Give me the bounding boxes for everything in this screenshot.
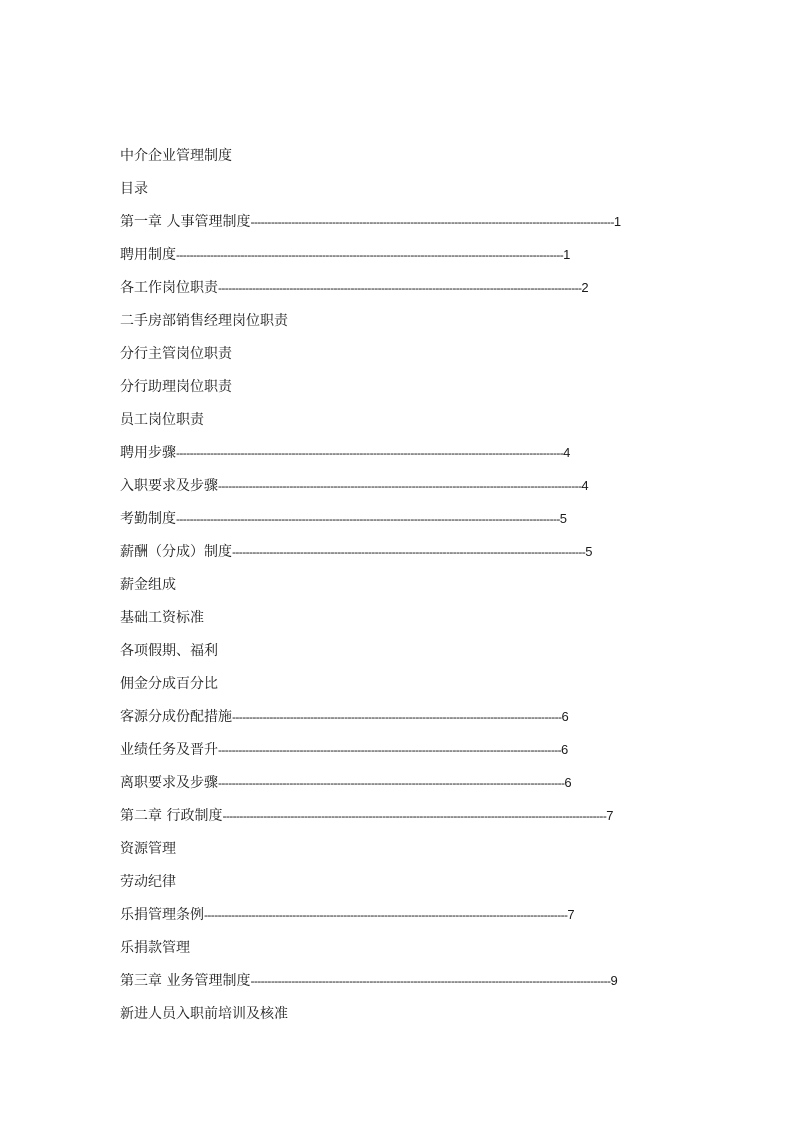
toc-entry-title: 资源管理 [120, 841, 176, 857]
toc-entry-leader: ------------------------------------------------------------------------------------------------- [232, 710, 562, 724]
toc-entry [120, 510, 567, 528]
toc-entry-leader: -------------------------------------------------------------------------------------------------------- [232, 545, 586, 559]
toc-entry-leader: ----------------------------------------------------------------------------------------------------------- [204, 908, 568, 922]
toc-entry [120, 642, 218, 660]
toc-entry-title: 聘用步骤 [120, 445, 176, 461]
toc-entry-leader: ----------------------------------------------------------------------------------------------------------- [218, 479, 582, 493]
toc-entry-leader: ---------------------------------------------------------------------------------------------------------- [250, 974, 611, 988]
toc-entry-page-number: 1 [563, 247, 571, 262]
toc-entry [120, 972, 618, 990]
toc-entry-title: 薪金组成 [120, 577, 176, 593]
toc-entry-title: 劳动纪律 [120, 874, 176, 890]
toc-entry-title: 新进人员入职前培训及核准 [120, 1006, 288, 1022]
toc-entry-title: 二手房部销售经理岗位职责 [120, 313, 288, 329]
toc-entry-leader: ----------------------------------------------------------------------------------------------------------- [250, 215, 614, 229]
toc-entry-page-number: 6 [561, 742, 569, 757]
toc-entry [120, 312, 288, 330]
toc-entry-title: 离职要求及步骤 [120, 775, 218, 791]
toc-entry-title: 第一章 人事管理制度 [120, 214, 251, 230]
toc-entry-title: 各工作岗位职责 [120, 280, 218, 296]
toc-entry-leader: ------------------------------------------------------------------------------------------------------ [218, 776, 565, 790]
toc-entry-title: 分行主管岗位职责 [120, 346, 232, 362]
toc-entry [120, 576, 176, 594]
toc-entry [120, 741, 568, 759]
toc-entry-title: 第二章 行政制度 [120, 808, 223, 824]
toc-entry [120, 675, 218, 693]
toc-entry-page-number: 4 [563, 445, 571, 460]
toc-entry-page-number: 5 [559, 511, 567, 526]
toc-entry-leader: ----------------------------------------------------------------------------------------------------- [218, 743, 562, 757]
toc-entry [120, 939, 190, 957]
toc-entry [120, 246, 570, 264]
toc-entry [120, 807, 613, 825]
toc-entry [120, 477, 589, 495]
toc-entry-title: 考勤制度 [120, 511, 176, 527]
toc-entry [120, 774, 572, 792]
toc-entry-title: 员工岗位职责 [120, 412, 204, 428]
toc-entry [120, 840, 176, 858]
toc-entry [120, 1005, 288, 1023]
toc-entry-page-number: 2 [581, 280, 589, 295]
toc-entry-title: 业绩任务及晋升 [120, 742, 218, 758]
toc-entry-leader: ----------------------------------------------------------------------------------------------------------------- [176, 512, 560, 526]
toc-entry-title: 客源分成份配措施 [120, 709, 232, 725]
toc-entry-title: 分行助理岗位职责 [120, 379, 232, 395]
toc-entry-page-number: 4 [581, 478, 589, 493]
toc-entry-title: 聘用制度 [120, 247, 176, 263]
toc-entry [120, 444, 570, 462]
toc-entry-page-number: 7 [606, 808, 614, 823]
toc-entry-page-number: 6 [561, 709, 569, 724]
toc-entry-title: 佣金分成百分比 [120, 676, 218, 692]
toc-entry [120, 543, 592, 561]
toc-entry [120, 708, 569, 726]
toc-entry [120, 213, 621, 231]
toc-entry-title: 薪酬（分成）制度 [120, 544, 232, 560]
toc-entry-leader: ----------------------------------------------------------------------------------------------------------- [218, 281, 582, 295]
toc-heading: 目录 [120, 181, 148, 197]
toc-entry [120, 609, 204, 627]
toc-entry-title: 各项假期、福利 [120, 643, 218, 659]
toc-entry [120, 279, 589, 297]
toc-entry [120, 345, 232, 363]
toc-entry-title: 乐捐款管理 [120, 940, 190, 956]
toc-entry-leader: ----------------------------------------------------------------------------------------------------------------- [222, 809, 607, 823]
toc-entry-title: 基础工资标准 [120, 610, 204, 626]
toc-entry-title: 乐捐管理条例 [120, 907, 204, 923]
toc-entry-title: 入职要求及步骤 [120, 478, 218, 494]
toc-entry [120, 378, 232, 396]
toc-entry-title: 第三章 业务管理制度 [120, 973, 251, 989]
toc-entry [120, 906, 575, 924]
toc-entry [120, 411, 204, 429]
toc-entry-page-number: 9 [610, 973, 618, 988]
toc-entry [120, 873, 176, 891]
toc-entry-page-number: 5 [585, 544, 593, 559]
toc-entry-page-number: 1 [613, 214, 622, 229]
toc-entry-page-number: 7 [567, 907, 575, 922]
document-title: 中介企业管理制度 [120, 148, 232, 164]
toc-entry-leader: ------------------------------------------------------------------------------------------------------------------ [176, 446, 564, 460]
toc-entry-leader: ------------------------------------------------------------------------------------------------------------------ [176, 248, 564, 262]
toc-entry-page-number: 6 [564, 775, 572, 790]
